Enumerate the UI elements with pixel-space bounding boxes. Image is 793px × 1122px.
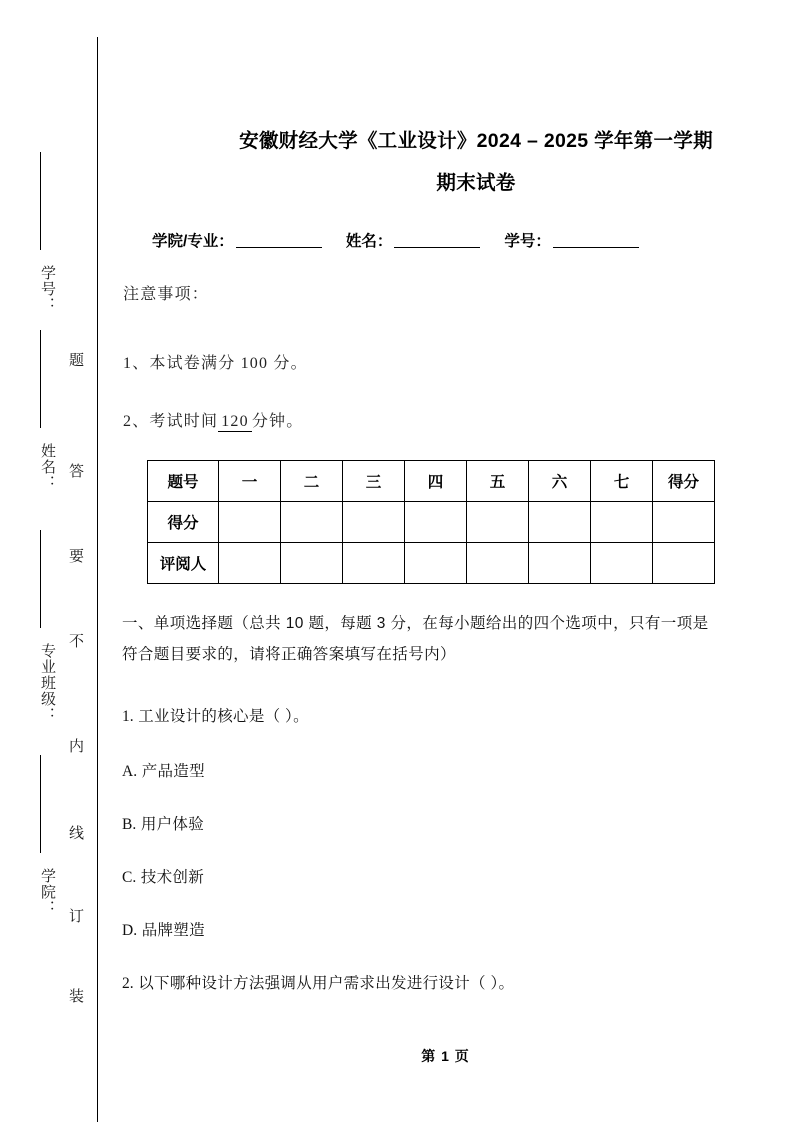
table-row: [148, 543, 715, 584]
seal-inner-char-4: 不: [67, 633, 83, 648]
option-text: 用户体验: [140, 816, 205, 833]
student-id-blank[interactable]: [553, 247, 639, 248]
seal-inner-char-8: 装: [67, 988, 83, 1003]
question-1: [122, 705, 742, 729]
score-table-cell[interactable]: [405, 502, 467, 543]
exam-duration-value: 120: [218, 413, 252, 432]
table-row: [148, 502, 715, 543]
college-major-label: 学院/专业：: [152, 233, 234, 250]
score-table-cell[interactable]: [281, 543, 343, 584]
name-blank[interactable]: [394, 247, 480, 248]
question-2: [122, 972, 742, 996]
score-table-cell: 得分: [653, 461, 715, 502]
notes-heading: 注意事项：: [123, 286, 210, 303]
score-table-cell[interactable]: [529, 543, 591, 584]
score-table-cell: 四: [405, 461, 467, 502]
notes-item-2-suffix: 分钟。: [251, 413, 304, 430]
score-table-cell: 七: [591, 461, 653, 502]
question-2-text: 以下哪种设计方法强调从用户需求出发进行设计（ ）。: [138, 975, 515, 992]
score-table-row-header: 得分: [148, 502, 219, 543]
option-text: 品牌塑造: [141, 922, 205, 939]
score-table-cell[interactable]: [591, 543, 653, 584]
question-1-option-a[interactable]: [122, 760, 742, 784]
score-table-cell[interactable]: [467, 543, 529, 584]
seal-inner-char-5: 内: [67, 738, 83, 753]
score-table-cell[interactable]: [219, 502, 281, 543]
notes-item-2: [123, 410, 303, 434]
score-table-cell[interactable]: [219, 543, 281, 584]
question-2-number: 2.: [122, 975, 134, 992]
section-heading-1: 一、单项选择题（总共 10 题，每题 3 分，在每小题给出的四个选项中，只有一项是符合题目要求的，请将正确答案填写在括号内）: [122, 615, 709, 663]
score-table-cell: 五: [467, 461, 529, 502]
student-info-row: [152, 230, 752, 254]
college-major-blank[interactable]: [236, 247, 322, 248]
question-1-option-b[interactable]: [122, 813, 742, 837]
option-letter: D.: [122, 922, 138, 939]
page-title-line-2: 期末试卷: [436, 172, 516, 194]
name-label: 姓名：: [345, 233, 393, 250]
score-table-row-header: 题号: [148, 461, 219, 502]
option-text: 技术创新: [140, 869, 205, 886]
score-table-cell[interactable]: [467, 502, 529, 543]
seal-blank-name: [40, 330, 41, 428]
seal-blank-college: [40, 755, 41, 853]
score-table-cell: 三: [343, 461, 405, 502]
option-text: 产品造型: [141, 763, 205, 780]
seal-label-college: 学院：: [39, 868, 55, 916]
score-table-cell[interactable]: [591, 502, 653, 543]
score-table-row-header: 评阅人: [148, 543, 219, 584]
seal-inner-char-3: 要: [67, 548, 83, 563]
seal-inner-char-2: 答: [67, 463, 83, 478]
score-table: [147, 460, 715, 584]
score-table-cell[interactable]: [653, 543, 715, 584]
score-table-cell[interactable]: [281, 502, 343, 543]
student-id-label: 学号：: [504, 233, 551, 250]
page-title-line-1: 安徽财经大学《工业设计》2024 – 2025 学年第一学期: [239, 130, 713, 152]
notes-item-1: 1、本试卷满分 100 分。: [123, 355, 308, 372]
option-letter: B.: [122, 816, 137, 833]
score-table-cell[interactable]: [405, 543, 467, 584]
seal-inner-char-6: 线: [67, 825, 83, 840]
option-letter: C.: [122, 869, 137, 886]
seal-blank-class: [40, 530, 41, 628]
score-table-cell: 一: [219, 461, 281, 502]
page-footer: 第 1 页: [421, 1048, 470, 1064]
score-table-cell[interactable]: [343, 502, 405, 543]
seal-inner-char-1: 题: [67, 352, 83, 367]
question-1-option-d[interactable]: [122, 919, 742, 943]
option-letter: A.: [122, 763, 138, 780]
question-1-option-c[interactable]: [122, 866, 742, 890]
notes-item-2-prefix: 2、考试时间: [123, 413, 219, 430]
sealing-line-strip: [0, 0, 98, 1122]
question-1-text: 工业设计的核心是（ ）。: [138, 708, 309, 725]
seal-label-class: 专业班级：: [39, 643, 55, 723]
score-table-cell: 六: [529, 461, 591, 502]
exam-paper-body: [98, 0, 793, 1122]
score-table-cell[interactable]: [529, 502, 591, 543]
seal-inner-char-7: 订: [67, 908, 83, 923]
seal-label-name: 姓名：: [39, 443, 55, 491]
seal-label-student-id: 学号：: [39, 265, 55, 313]
score-table-cell: 二: [281, 461, 343, 502]
score-table-cell[interactable]: [343, 543, 405, 584]
question-1-number: 1.: [122, 708, 134, 725]
table-row: [148, 461, 715, 502]
seal-blank-student-id: [40, 152, 41, 250]
score-table-cell[interactable]: [653, 502, 715, 543]
